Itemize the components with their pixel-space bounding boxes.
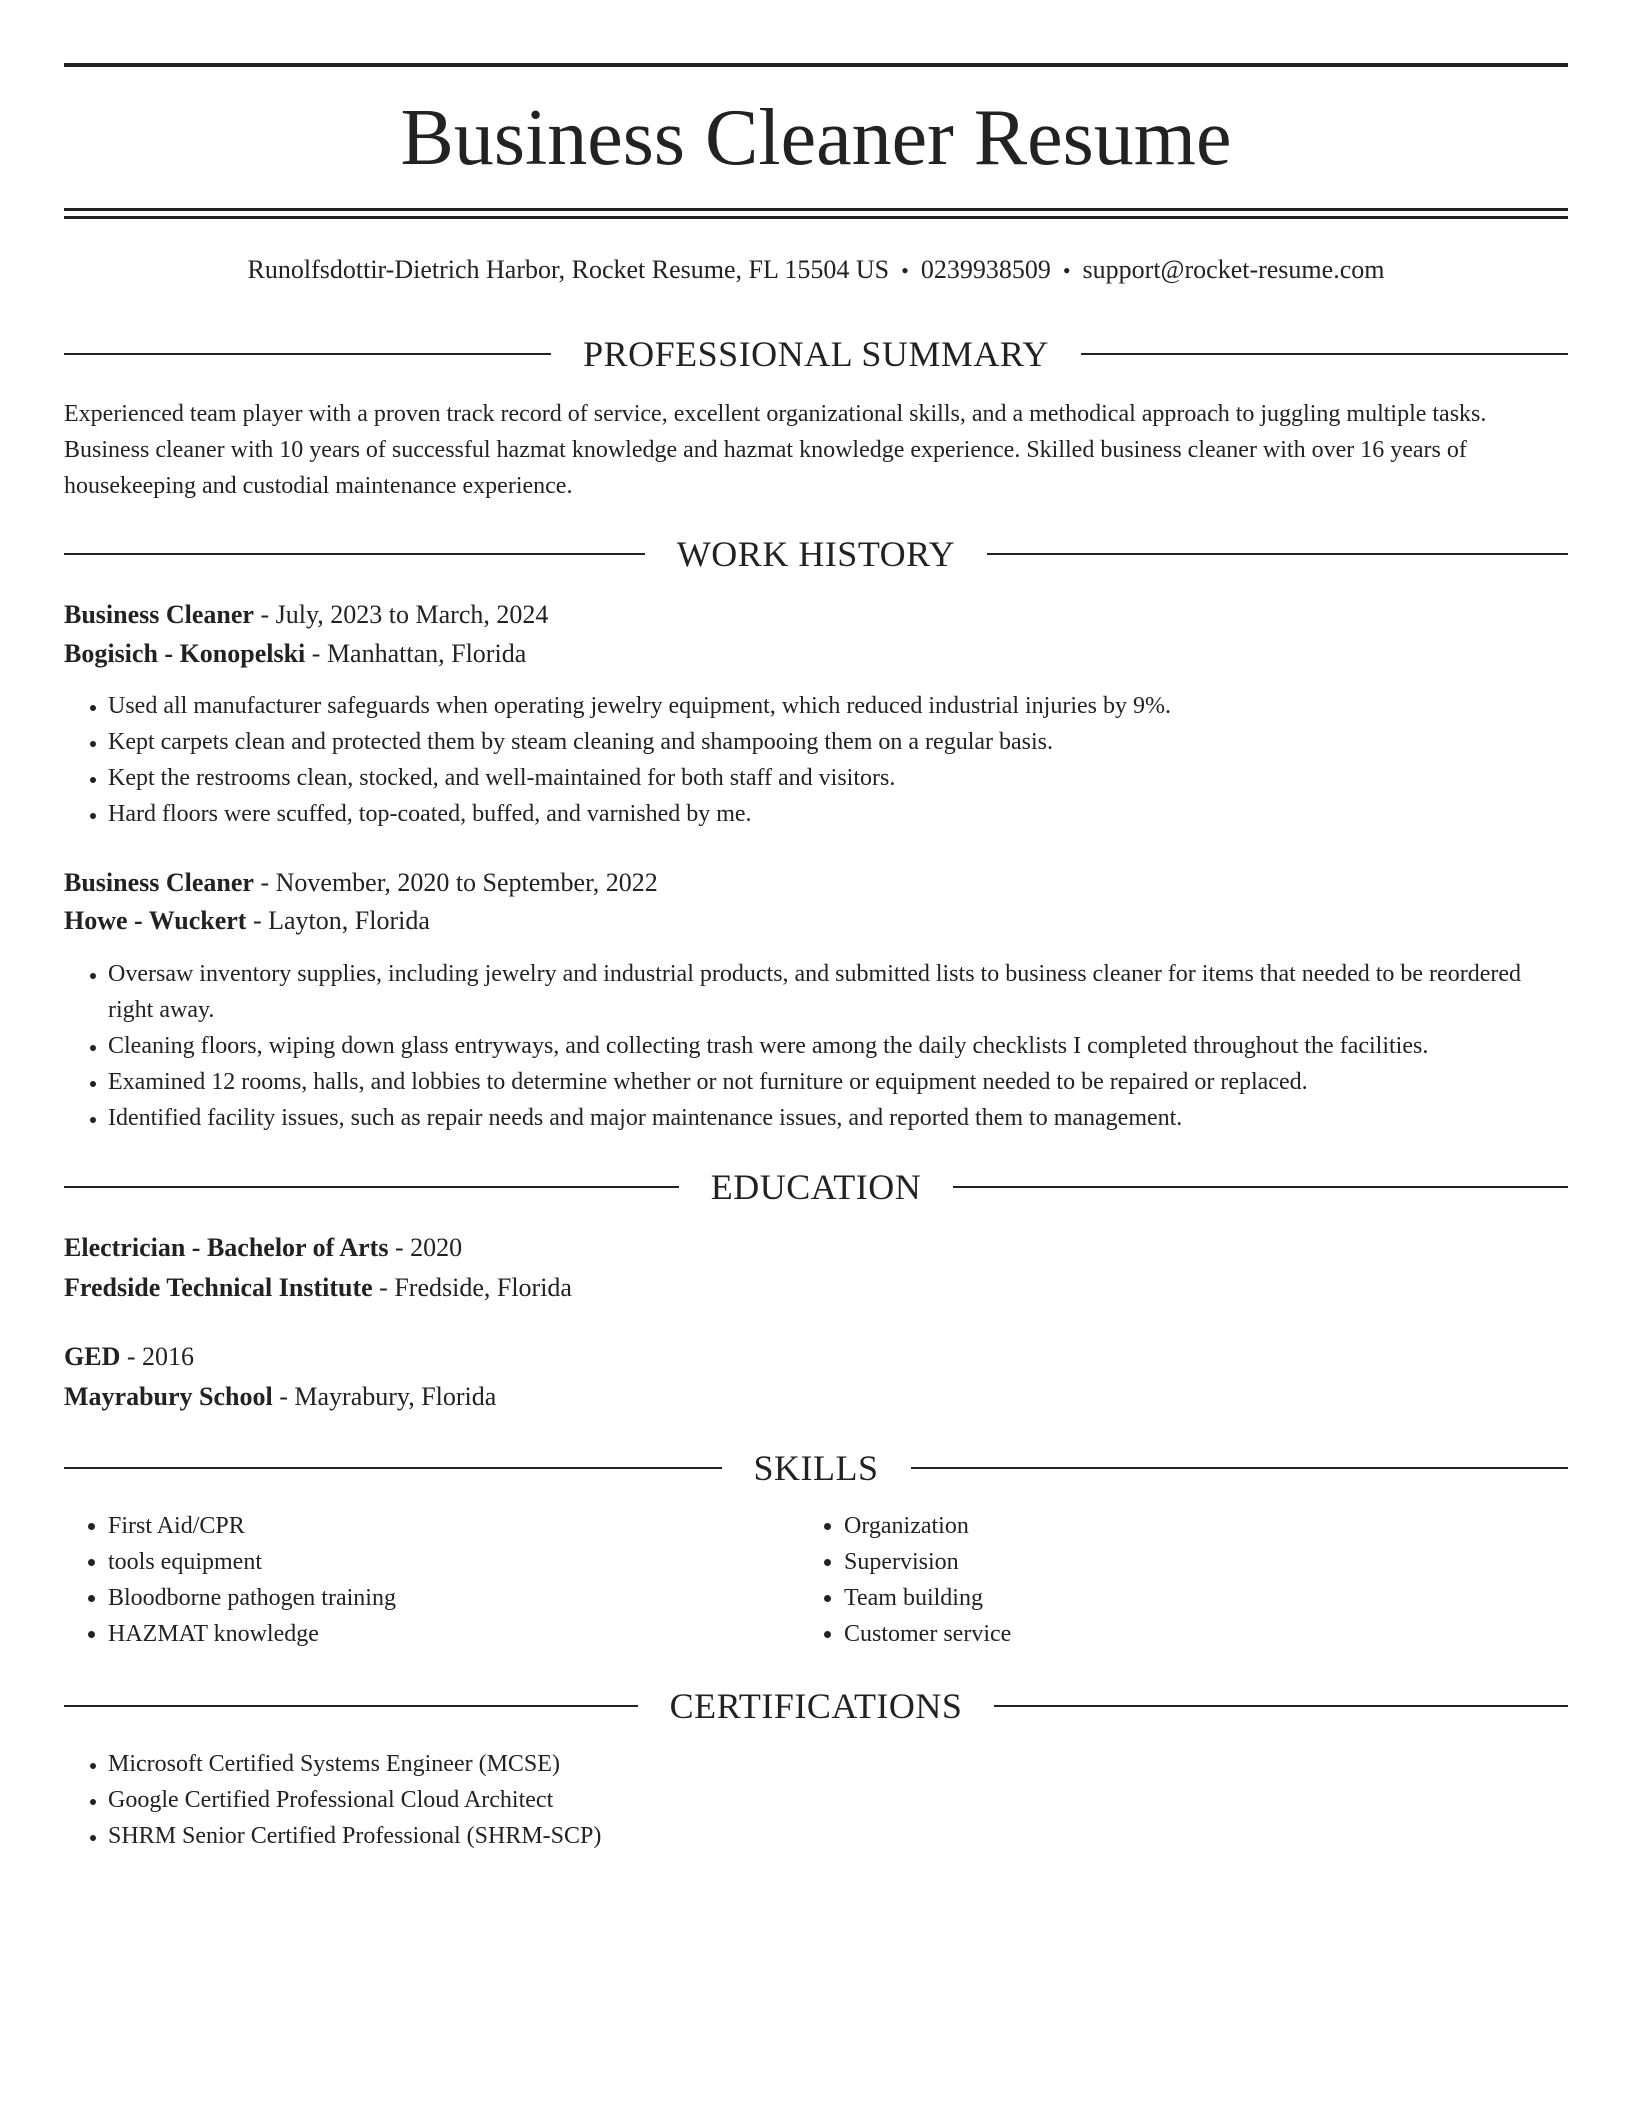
list-item: • Customer service [844, 1616, 1544, 1652]
education-degree: GED [64, 1342, 121, 1371]
section-heading-education [64, 1165, 1568, 1209]
section-title: SKILLS [753, 1448, 879, 1488]
job-title: Business Cleaner [64, 868, 254, 897]
section-rule [64, 353, 551, 355]
skills-list-left [64, 1508, 808, 1652]
contact-separator: • [901, 258, 909, 283]
list-item: • Used all manufacturer safeguards when operating jewelry equipment, which reduced industrial injuries by 9%. [108, 688, 1568, 724]
job-location: - Manhattan, Florida [305, 639, 527, 668]
job-title: Business Cleaner [64, 600, 254, 629]
education-location: - Fredside, Florida [372, 1273, 572, 1302]
section-rule [1081, 353, 1568, 355]
section-heading-certifications [64, 1684, 1568, 1728]
education-location: - Mayrabury, Florida [272, 1382, 497, 1411]
summary-text: Experienced team player with a proven track record of service, excellent organizational skills, and a methodical approach to juggling multiple tasks. Business cleaner with 10 years of successful hazmat knowledge and hazmat knowledge experience. Skilled business cleaner with over 16 years of housekeeping and custodial maintenance experience. [64, 401, 1487, 499]
education-degree: Electrician - Bachelor of Arts [64, 1233, 389, 1262]
section-rule [953, 1186, 1568, 1188]
section-heading-skills [64, 1446, 1568, 1490]
skills-list-right [800, 1508, 1544, 1652]
section-title: WORK HISTORY [676, 534, 956, 574]
list-item: • Organization [844, 1508, 1544, 1544]
list-item: • Examined 12 rooms, halls, and lobbies to determine whether or not furniture or equipment needed to be repaired or replaced. [108, 1064, 1568, 1100]
job-title-line [64, 596, 1568, 634]
job-company-line [64, 902, 1568, 940]
certifications-list [64, 1746, 1568, 1854]
section-heading-work-history [64, 532, 1568, 576]
education-school-line [64, 1269, 1568, 1307]
section-title: PROFESSIONAL SUMMARY [583, 334, 1049, 374]
education-degree-line [64, 1229, 1568, 1267]
education-school: Mayrabury School [64, 1382, 273, 1411]
section-rule [64, 1705, 638, 1707]
header-double-rule [64, 208, 1568, 219]
list-item: • tools equipment [108, 1544, 808, 1580]
section-rule [911, 1467, 1569, 1469]
list-item: • Hard floors were scuffed, top-coated, buffed, and varnished by me. [108, 796, 1568, 832]
contact-address: Runolfsdottir-Dietrich Harbor, Rocket Resume, FL 15504 US [247, 255, 890, 284]
job-company-line [64, 635, 1568, 673]
header-top-rule [64, 63, 1568, 67]
list-item: • SHRM Senior Certified Professional (SHRM-SCP) [108, 1818, 1568, 1854]
section-title: EDUCATION [710, 1167, 922, 1207]
section-rule [64, 1467, 722, 1469]
list-item: • Kept carpets clean and protected them by steam cleaning and shampooing them on a regular basis. [108, 724, 1568, 760]
list-item: • Cleaning floors, wiping down glass entryways, and collecting trash were among the daily checklists I completed throughout the facilities. [108, 1028, 1568, 1064]
section-rule [64, 1186, 679, 1188]
section-rule [994, 1705, 1568, 1707]
job-bullets [64, 688, 1568, 832]
contact-email: support@rocket-resume.com [1082, 255, 1385, 284]
list-item: • Kept the restrooms clean, stocked, and well-maintained for both staff and visitors. [108, 760, 1568, 796]
contact-separator: • [1062, 258, 1071, 283]
list-item: • Google Certified Professional Cloud Architect [108, 1782, 1568, 1818]
section-rule [64, 553, 645, 555]
education-school: Fredside Technical Institute [64, 1273, 373, 1302]
section-heading-summary [64, 332, 1568, 376]
list-item: • Bloodborne pathogen training [108, 1580, 808, 1616]
job-title-line [64, 864, 1568, 902]
list-item: • Identified facility issues, such as repair needs and major maintenance issues, and reported them to management. [108, 1100, 1568, 1136]
education-degree-line [64, 1338, 1568, 1376]
list-item: • First Aid/CPR [108, 1508, 808, 1544]
job-dates: - July, 2023 to March, 2024 [253, 600, 549, 629]
education-year: - 2016 [120, 1342, 195, 1371]
list-item: • Supervision [844, 1544, 1544, 1580]
resume-title: Business Cleaner Resume [400, 94, 1232, 182]
contact-phone: 0239938509 [920, 255, 1051, 284]
list-item: • HAZMAT knowledge [108, 1616, 808, 1652]
job-company: Bogisich - Konopelski [64, 639, 306, 668]
contact-line [64, 252, 1568, 289]
section-rule [987, 553, 1568, 555]
education-year: - 2020 [388, 1233, 463, 1262]
list-item: • Microsoft Certified Systems Engineer (MCSE) [108, 1746, 1568, 1782]
job-location: - Layton, Florida [246, 906, 430, 935]
job-dates: - November, 2020 to September, 2022 [253, 868, 658, 897]
job-bullets [64, 956, 1568, 1136]
section-title: CERTIFICATIONS [669, 1686, 963, 1726]
job-company: Howe - Wuckert [64, 906, 247, 935]
list-item: • Oversaw inventory supplies, including jewelry and industrial products, and submitted lists to business cleaner for items that needed to be reordered right away. [108, 956, 1568, 1028]
list-item: • Team building [844, 1580, 1544, 1616]
education-school-line [64, 1378, 1568, 1416]
